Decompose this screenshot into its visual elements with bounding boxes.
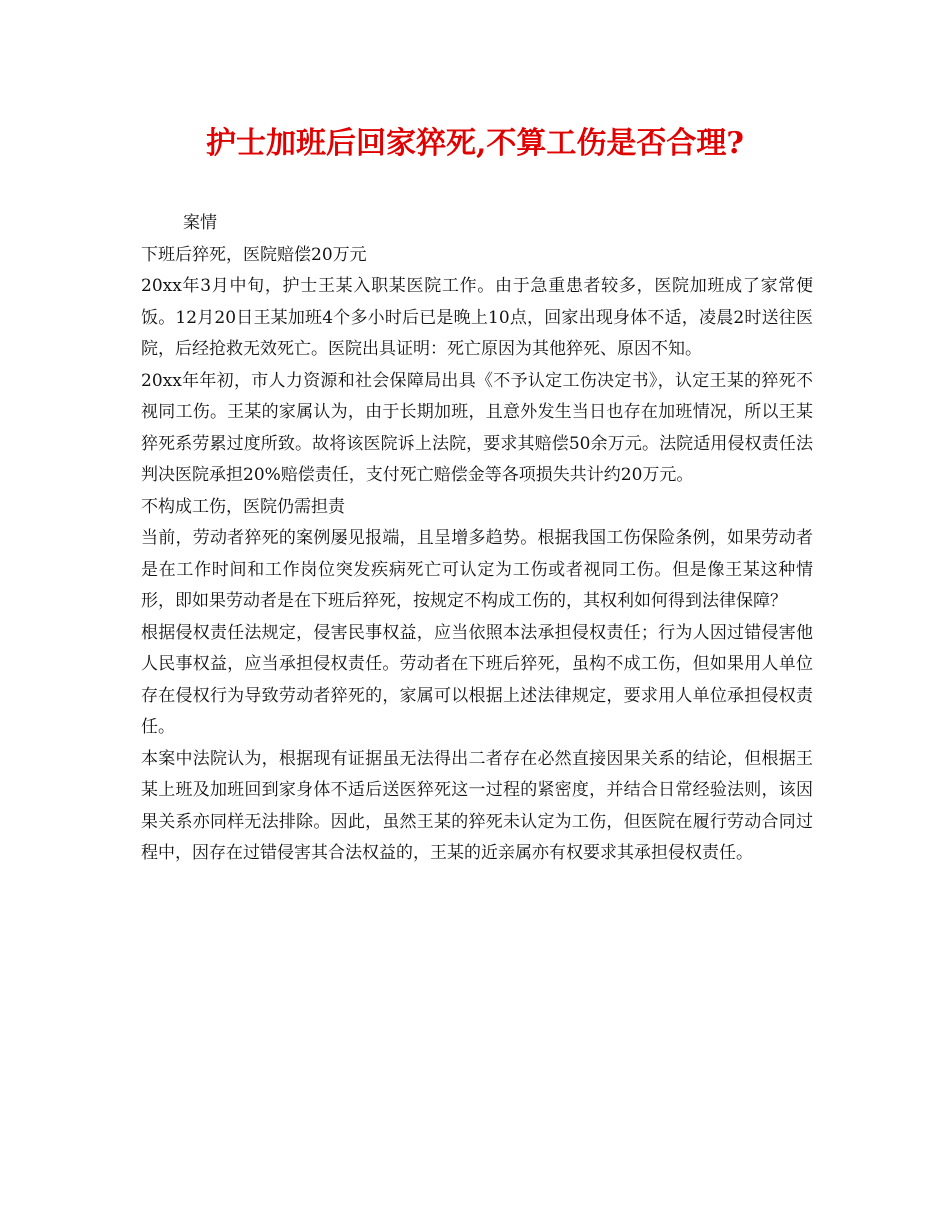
subheading-compensation: 下班后猝死，医院赔偿20万元 (141, 244, 367, 265)
paragraph: 当前，劳动者猝死的案例屡见报端，且呈增多趋势。根据我国工伤保险条例，如果劳动者是在工作时间和工作岗位突发疾病死亡可认定为工伤或者视同工伤。但是像王某这种情形，即如果劳动者是在下班后猝死，按规定不构成工伤的，其权利如何得到法律保障？ (141, 528, 813, 611)
document-title: 护士加班后回家猝死,不算工伤是否合理? (205, 126, 745, 161)
subheading-liability: 不构成工伤，医院仍需担责 (141, 496, 345, 517)
section-heading-case: 案情 (183, 213, 217, 233)
paragraph: 根据侵权责任法规定，侵害民事权益，应当依照本法承担侵权责任；行为人因过错侵害他人民事权益，应当承担侵权责任。劳动者在下班后猝死，虽构不成工伤，但如果用人单位存在侵权行为导致劳动者猝死的，家属可以根据上述法律规定，要求用人单位承担侵权责任。 (141, 622, 813, 737)
paragraph: 20xx年年初，市人力资源和社会保障局出具《不予认定工伤决定书》，认定王某的猝死不视同工伤。王某的家属认为，由于长期加班，且意外发生当日也存在加班情况，所以王某猝死系劳累过度所致。故将该医院诉上法院，要求其赔偿50余万元。法院适用侵权责任法判决医院承担20%赔偿责任，支付死亡赔偿金等各项损失共计约20万元。 (141, 370, 813, 485)
paragraph: 20xx年3月中旬，护士王某入职某医院工作。由于急重患者较多，医院加班成了家常便饭。12月20日王某加班4个多小时后已是晚上10点，回家出现身体不适，凌晨2时送往医院，后经抢救无效死亡。医院出具证明：死亡原因为其他猝死、原因不知。 (141, 276, 813, 359)
document-body (141, 208, 813, 870)
paragraph: 本案中法院认为，根据现有证据虽无法得出二者存在必然直接因果关系的结论，但根据王某上班及加班回到家身体不适后送医猝死这一过程的紧密度，并结合日常经验法则，该因果关系亦同样无法排除。因此，虽然王某的猝死未认定为工伤，但医院在履行劳动合同过程中，因存在过错侵害其合法权益的，王某的近亲属亦有权要求其承担侵权责任。 (141, 748, 813, 863)
